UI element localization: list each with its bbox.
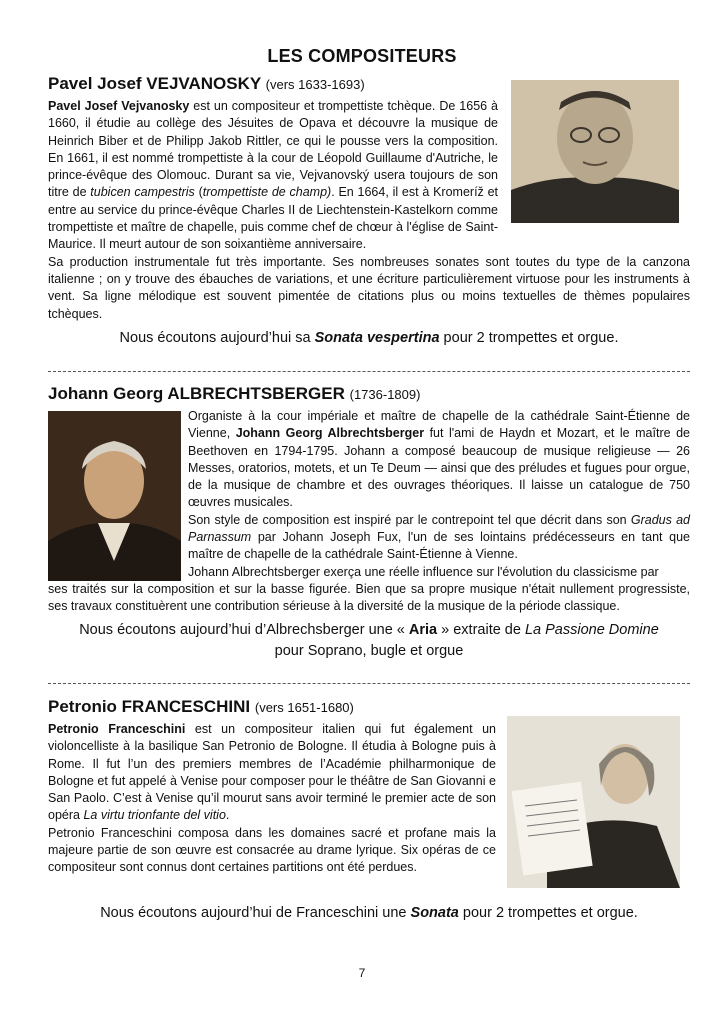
composer-bio: [48, 721, 496, 825]
composer-name: Petronio FRANCESCHINI: [48, 697, 251, 716]
bio-italic: tubicen campestris: [90, 185, 195, 200]
composer-heading: [48, 384, 690, 405]
composer-bio: [48, 98, 498, 254]
portrait-vejvanosky: [511, 80, 679, 223]
work-title: Sonata vespertina: [314, 329, 440, 346]
work-title: Sonata: [410, 904, 459, 921]
listen-text: Nous écoutons aujourd’hui d’Albrechsberger une «: [79, 621, 409, 638]
composer-dates: (vers 1633-1693): [265, 77, 365, 92]
listen-text: Nous écoutons aujourd’hui sa: [119, 329, 315, 346]
composer-name-bold: Pavel Josef Vejvanosky: [48, 99, 190, 113]
portrait-albrechtsberger: [48, 411, 181, 581]
bio-italic: trompettiste de champ): [202, 185, 332, 200]
composer-name: Pavel Josef VEJVANOSKY: [48, 74, 261, 93]
bio-text: par Johann Joseph Fux, l'un de ses lointains prédécesseurs en tant que maître de chapelle de la cathédrale Saint-Étienne à Vienne.: [188, 530, 690, 562]
portrait-franceschini: [507, 716, 680, 888]
listen-text: pour Soprano, bugle et orgue: [274, 642, 464, 659]
page-number: 7: [358, 966, 366, 980]
bio-text: Organiste à la cour impériale et maître de chapelle de la cathédrale Saint-Étienne de Vienne,: [188, 409, 690, 441]
listen-text: pour 2 trompettes et orgue.: [439, 329, 619, 346]
listening-note: [48, 620, 690, 662]
composer-dates: (vers 1651-1680): [254, 700, 354, 715]
bio-italic: Gradus ad Parnassum: [188, 512, 690, 545]
composer-bio-2: Petronio Franceschini composa dans les domaines sacré et profane mais la majeure partie de son œuvre est consacrée au drame lyrique. Six opéras de ce compositeur sont connus dont certaines partitions ont été perdues.: [48, 825, 496, 875]
listening-note: [48, 328, 690, 349]
bio-text: (: [194, 185, 203, 200]
listen-text: pour 2 trompettes et orgue.: [458, 904, 638, 921]
composer-bio-2: Sa production instrumentale fut très importante. Ses nombreuses sonates sont toutes du type de la canzona italienne ; on y trouve des ébauches de variations, et une écriture particulièrement virtuose pour les instruments à vent. Sa ligne mélodique est souvent pimentée de citations plus ou moins textuelles de thèmes populaires tchèques.: [48, 254, 690, 321]
aria-label: Aria: [408, 621, 438, 638]
bio-text: Son style de composition est inspiré par le contrepoint tel que décrit dans son: [188, 512, 631, 527]
listen-text: » extraite de: [437, 621, 525, 638]
work-title: La Passione Domine: [524, 621, 659, 638]
composer-dates: (1736-1809): [349, 387, 421, 402]
composer-bio-2: [188, 512, 690, 564]
composer-bio: [188, 408, 690, 512]
bio-text: . En 1664, il est à Kromeríž et entre au service du prince-évêque Charles II de Liechtenstein-Kastelkorn comme trompettiste et maître de chapelle, puis comme chef de chœur à l'église de Saint-Maurice. Il meurt autour de son soixantième anniversaire.: [48, 185, 498, 252]
page-title: LES COMPOSITEURS: [267, 46, 457, 66]
composer-bio-3: ses traités sur la composition et sur la basse figurée. Bien que sa propre musique n'était nullement progressiste, ses travaux constituèrent une contribution sérieuse à la diversité de la musique de la période classique.: [48, 581, 690, 614]
listening-note: [48, 903, 690, 924]
section-divider: [48, 371, 690, 372]
bio-italic: La virtu trionfante del vitio: [83, 808, 226, 823]
bio-text: est un compositeur italien qui fut également un violoncelliste à la basilique San Petronio de Bologne. Il étudia à Bologne puis à Rome. Il fut l’un des premiers membres de l’Académie philharmonique de Bologne et fut appelé à Venise pour composer pour le théâtre de San Giovanni e San Paolo. C’est à Venise qu’il mourut sans avoir terminé le premier acte de son opéra: [48, 722, 497, 823]
composer-name: Johann Georg ALBRECHTSBERGER: [48, 384, 345, 403]
composer-heading: [48, 697, 690, 718]
composer-bio-block: [188, 408, 690, 581]
bio-text: .: [225, 808, 230, 823]
section-divider: [48, 683, 690, 684]
composer-name-bold: Petronio Franceschini: [48, 722, 186, 736]
composer-bio-3-start: Johann Albrechtsberger exerça une réelle influence sur l'évolution du classicisme par: [188, 564, 659, 579]
bio-text: est un compositeur et trompettiste tchèque. De 1656 à 1660, il étudie au collège des Jésuites de Opava et découvre la musique de Heinrich Biber et de Philipp Jakob Rittler, ce qui le pousse vers la composition. En 1661, il est nommé trompettiste à la cour de Léopold Guillaume d'Autriche, le prince-évêque des Olomouc. Durant sa vie, Vejvanovský usera toujours de son titre de: [48, 99, 499, 200]
bio-text: fut l'ami de Haydn et Mozart, et le maître de Beethoven en 1794-1795. Johann a composé beaucoup de musique religieuse — 26 Messes, oratorios, motets, et un Te Deum — ainsi que des préludes et fugues pour orgue, de la musique de chambre et des ouvrages théoriques. Il laisse un catalogue de 750 œuvres musicales.: [188, 426, 690, 510]
listen-text: Nous écoutons aujourd’hui de Franceschini une: [100, 904, 411, 921]
composer-name-bold: Johann Georg Albrechtsberger: [235, 426, 425, 441]
